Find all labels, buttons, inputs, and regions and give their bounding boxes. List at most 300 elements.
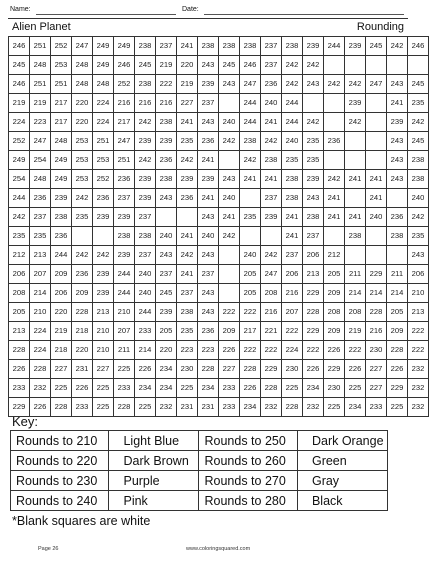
grid-cell[interactable]: 240 — [219, 189, 240, 208]
grid-cell[interactable]: 219 — [9, 94, 30, 113]
grid-cell[interactable]: 213 — [408, 303, 429, 322]
grid-cell[interactable]: 211 — [387, 265, 408, 284]
grid-cell[interactable]: 225 — [387, 398, 408, 417]
grid-cell[interactable]: 228 — [114, 398, 135, 417]
grid-cell[interactable]: 236 — [72, 265, 93, 284]
grid-cell[interactable]: 220 — [51, 303, 72, 322]
grid-cell[interactable]: 235 — [9, 227, 30, 246]
grid-cell[interactable]: 243 — [156, 246, 177, 265]
grid-cell[interactable]: 233 — [72, 398, 93, 417]
grid-cell[interactable]: 227 — [93, 360, 114, 379]
grid-cell[interactable]: 238 — [282, 189, 303, 208]
grid-cell[interactable]: 238 — [135, 227, 156, 246]
grid-cell[interactable] — [366, 94, 387, 113]
grid-cell[interactable]: 241 — [345, 170, 366, 189]
grid-cell[interactable]: 217 — [51, 94, 72, 113]
grid-cell[interactable]: 239 — [156, 303, 177, 322]
grid-cell[interactable]: 213 — [303, 265, 324, 284]
grid-cell[interactable]: 228 — [387, 341, 408, 360]
grid-cell[interactable]: 206 — [51, 284, 72, 303]
grid-cell[interactable]: 214 — [387, 284, 408, 303]
grid-cell[interactable] — [324, 151, 345, 170]
grid-cell[interactable]: 246 — [408, 37, 429, 56]
grid-cell[interactable]: 225 — [177, 379, 198, 398]
grid-cell[interactable]: 210 — [408, 284, 429, 303]
grid-cell[interactable]: 218 — [72, 322, 93, 341]
grid-cell[interactable]: 227 — [51, 360, 72, 379]
grid-cell[interactable]: 206 — [282, 265, 303, 284]
grid-cell[interactable]: 237 — [156, 37, 177, 56]
grid-cell[interactable]: 229 — [303, 322, 324, 341]
grid-cell[interactable]: 237 — [282, 246, 303, 265]
grid-cell[interactable]: 233 — [9, 379, 30, 398]
grid-cell[interactable]: 226 — [324, 341, 345, 360]
grid-cell[interactable]: 237 — [30, 208, 51, 227]
grid-cell[interactable]: 242 — [93, 246, 114, 265]
grid-cell[interactable]: 246 — [9, 75, 30, 94]
grid-cell[interactable]: 242 — [219, 132, 240, 151]
grid-cell[interactable] — [387, 189, 408, 208]
grid-cell[interactable]: 239 — [198, 170, 219, 189]
grid-cell[interactable]: 225 — [93, 398, 114, 417]
grid-cell[interactable]: 216 — [366, 322, 387, 341]
grid-cell[interactable]: 245 — [408, 132, 429, 151]
grid-cell[interactable]: 247 — [240, 75, 261, 94]
grid-cell[interactable]: 231 — [198, 398, 219, 417]
grid-cell[interactable]: 229 — [9, 398, 30, 417]
grid-cell[interactable]: 226 — [9, 360, 30, 379]
grid-cell[interactable]: 235 — [303, 151, 324, 170]
grid-cell[interactable]: 248 — [72, 75, 93, 94]
grid-cell[interactable]: 245 — [156, 284, 177, 303]
grid-cell[interactable] — [345, 151, 366, 170]
grid-cell[interactable]: 242 — [261, 246, 282, 265]
grid-cell[interactable]: 253 — [72, 170, 93, 189]
grid-cell[interactable]: 237 — [303, 227, 324, 246]
grid-cell[interactable] — [324, 227, 345, 246]
grid-cell[interactable]: 238 — [135, 75, 156, 94]
grid-cell[interactable]: 237 — [261, 56, 282, 75]
grid-cell[interactable]: 224 — [9, 113, 30, 132]
grid-cell[interactable]: 208 — [324, 303, 345, 322]
grid-cell[interactable]: 243 — [156, 189, 177, 208]
grid-cell[interactable]: 205 — [9, 303, 30, 322]
grid-cell[interactable]: 248 — [30, 170, 51, 189]
grid-cell[interactable]: 211 — [345, 265, 366, 284]
grid-cell[interactable]: 222 — [261, 341, 282, 360]
grid-cell[interactable] — [219, 265, 240, 284]
grid-cell[interactable]: 205 — [156, 322, 177, 341]
grid-cell[interactable]: 209 — [387, 322, 408, 341]
grid-cell[interactable]: 236 — [93, 189, 114, 208]
grid-cell[interactable]: 241 — [366, 189, 387, 208]
grid-cell[interactable]: 220 — [156, 341, 177, 360]
grid-cell[interactable] — [156, 208, 177, 227]
grid-cell[interactable]: 233 — [135, 322, 156, 341]
grid-cell[interactable]: 244 — [282, 94, 303, 113]
grid-cell[interactable]: 217 — [51, 113, 72, 132]
grid-cell[interactable]: 238 — [114, 227, 135, 246]
grid-cell[interactable]: 251 — [114, 151, 135, 170]
grid-cell[interactable]: 249 — [114, 37, 135, 56]
grid-cell[interactable]: 241 — [324, 208, 345, 227]
grid-cell[interactable]: 209 — [72, 284, 93, 303]
grid-cell[interactable]: 243 — [219, 75, 240, 94]
grid-cell[interactable]: 214 — [345, 284, 366, 303]
grid-cell[interactable]: 242 — [303, 56, 324, 75]
grid-cell[interactable]: 238 — [408, 170, 429, 189]
grid-cell[interactable]: 243 — [198, 303, 219, 322]
grid-cell[interactable]: 236 — [114, 170, 135, 189]
grid-cell[interactable]: 224 — [93, 94, 114, 113]
grid-cell[interactable]: 245 — [135, 56, 156, 75]
grid-cell[interactable]: 224 — [93, 113, 114, 132]
grid-cell[interactable] — [366, 113, 387, 132]
grid-cell[interactable]: 222 — [282, 322, 303, 341]
grid-cell[interactable] — [366, 132, 387, 151]
grid-cell[interactable]: 239 — [261, 208, 282, 227]
grid-cell[interactable]: 252 — [9, 132, 30, 151]
grid-cell[interactable]: 241 — [261, 170, 282, 189]
grid-cell[interactable]: 227 — [219, 360, 240, 379]
grid-cell[interactable]: 226 — [345, 360, 366, 379]
grid-cell[interactable]: 220 — [72, 94, 93, 113]
grid-cell[interactable]: 225 — [114, 360, 135, 379]
grid-cell[interactable]: 239 — [135, 189, 156, 208]
grid-cell[interactable]: 245 — [9, 56, 30, 75]
grid-cell[interactable]: 235 — [177, 322, 198, 341]
grid-cell[interactable]: 242 — [177, 151, 198, 170]
grid-cell[interactable]: 226 — [135, 360, 156, 379]
grid-cell[interactable]: 233 — [366, 398, 387, 417]
grid-cell[interactable]: 208 — [261, 284, 282, 303]
grid-cell[interactable]: 227 — [366, 379, 387, 398]
grid-cell[interactable]: 225 — [345, 379, 366, 398]
grid-cell[interactable]: 244 — [240, 113, 261, 132]
grid-cell[interactable]: 241 — [198, 151, 219, 170]
grid-cell[interactable]: 234 — [345, 398, 366, 417]
grid-cell[interactable]: 225 — [324, 398, 345, 417]
grid-cell[interactable]: 236 — [198, 132, 219, 151]
grid-cell[interactable]: 209 — [324, 322, 345, 341]
grid-cell[interactable]: 226 — [303, 360, 324, 379]
grid-cell[interactable]: 228 — [366, 303, 387, 322]
grid-cell[interactable]: 236 — [177, 189, 198, 208]
grid-cell[interactable]: 226 — [72, 379, 93, 398]
grid-cell[interactable]: 227 — [366, 360, 387, 379]
grid-cell[interactable]: 225 — [135, 398, 156, 417]
grid-cell[interactable]: 237 — [198, 94, 219, 113]
grid-cell[interactable]: 243 — [198, 208, 219, 227]
grid-cell[interactable]: 217 — [114, 113, 135, 132]
grid-cell[interactable]: 248 — [93, 75, 114, 94]
grid-cell[interactable]: 242 — [9, 208, 30, 227]
grid-cell[interactable]: 222 — [408, 341, 429, 360]
grid-cell[interactable]: 236 — [51, 227, 72, 246]
grid-cell[interactable]: 242 — [324, 75, 345, 94]
grid-cell[interactable]: 241 — [177, 227, 198, 246]
grid-cell[interactable]: 241 — [261, 113, 282, 132]
grid-cell[interactable]: 251 — [93, 132, 114, 151]
grid-cell[interactable]: 214 — [30, 284, 51, 303]
grid-cell[interactable]: 242 — [345, 75, 366, 94]
grid-cell[interactable]: 205 — [240, 265, 261, 284]
grid-cell[interactable]: 220 — [177, 56, 198, 75]
grid-cell[interactable]: 241 — [177, 37, 198, 56]
grid-cell[interactable]: 208 — [9, 284, 30, 303]
grid-cell[interactable]: 238 — [51, 208, 72, 227]
grid-cell[interactable]: 243 — [198, 246, 219, 265]
grid-cell[interactable]: 239 — [387, 113, 408, 132]
grid-cell[interactable]: 249 — [93, 56, 114, 75]
grid-cell[interactable]: 245 — [408, 75, 429, 94]
grid-cell[interactable]: 242 — [408, 113, 429, 132]
grid-cell[interactable]: 229 — [324, 360, 345, 379]
grid-cell[interactable]: 232 — [408, 360, 429, 379]
grid-cell[interactable]: 237 — [114, 189, 135, 208]
grid-cell[interactable]: 238 — [387, 227, 408, 246]
grid-cell[interactable]: 229 — [261, 360, 282, 379]
grid-cell[interactable]: 232 — [30, 379, 51, 398]
grid-cell[interactable]: 239 — [303, 170, 324, 189]
grid-cell[interactable]: 225 — [51, 379, 72, 398]
grid-cell[interactable]: 209 — [51, 265, 72, 284]
grid-cell[interactable]: 222 — [408, 322, 429, 341]
grid-cell[interactable]: 219 — [345, 322, 366, 341]
grid-cell[interactable]: 229 — [303, 284, 324, 303]
grid-cell[interactable]: 214 — [366, 284, 387, 303]
grid-cell[interactable]: 242 — [303, 113, 324, 132]
grid-cell[interactable]: 228 — [240, 360, 261, 379]
grid-cell[interactable]: 246 — [9, 37, 30, 56]
grid-cell[interactable]: 225 — [93, 379, 114, 398]
grid-cell[interactable]: 233 — [114, 379, 135, 398]
grid-cell[interactable]: 210 — [114, 303, 135, 322]
grid-cell[interactable]: 224 — [30, 322, 51, 341]
grid-cell[interactable]: 247 — [72, 37, 93, 56]
grid-cell[interactable]: 248 — [30, 56, 51, 75]
grid-cell[interactable]: 238 — [156, 113, 177, 132]
grid-cell[interactable]: 216 — [156, 94, 177, 113]
grid-cell[interactable]: 239 — [93, 265, 114, 284]
grid-cell[interactable]: 228 — [72, 303, 93, 322]
grid-cell[interactable]: 240 — [135, 265, 156, 284]
grid-cell[interactable]: 249 — [9, 151, 30, 170]
grid-cell[interactable]: 213 — [30, 246, 51, 265]
grid-cell[interactable]: 232 — [408, 379, 429, 398]
grid-cell[interactable] — [345, 56, 366, 75]
grid-cell[interactable]: 238 — [156, 170, 177, 189]
grid-cell[interactable]: 213 — [93, 303, 114, 322]
grid-cell[interactable]: 234 — [135, 379, 156, 398]
grid-cell[interactable] — [324, 56, 345, 75]
grid-cell[interactable]: 238 — [177, 303, 198, 322]
grid-cell[interactable]: 240 — [408, 189, 429, 208]
grid-cell[interactable] — [366, 56, 387, 75]
grid-cell[interactable]: 231 — [72, 360, 93, 379]
grid-cell[interactable]: 220 — [72, 341, 93, 360]
grid-cell[interactable]: 251 — [30, 75, 51, 94]
grid-cell[interactable]: 238 — [261, 151, 282, 170]
grid-cell[interactable]: 247 — [114, 132, 135, 151]
grid-cell[interactable]: 226 — [387, 360, 408, 379]
grid-cell[interactable]: 228 — [303, 303, 324, 322]
grid-cell[interactable]: 254 — [9, 170, 30, 189]
grid-cell[interactable]: 241 — [219, 208, 240, 227]
grid-cell[interactable]: 236 — [261, 75, 282, 94]
grid-cell[interactable] — [345, 189, 366, 208]
grid-cell[interactable]: 226 — [240, 379, 261, 398]
grid-cell[interactable]: 211 — [114, 341, 135, 360]
grid-cell[interactable]: 247 — [261, 265, 282, 284]
grid-cell[interactable] — [324, 94, 345, 113]
grid-cell[interactable]: 243 — [387, 170, 408, 189]
grid-cell[interactable]: 244 — [240, 94, 261, 113]
grid-cell[interactable] — [366, 227, 387, 246]
grid-cell[interactable]: 239 — [114, 208, 135, 227]
grid-cell[interactable]: 228 — [30, 360, 51, 379]
grid-cell[interactable]: 230 — [366, 341, 387, 360]
grid-cell[interactable]: 219 — [51, 322, 72, 341]
grid-cell[interactable]: 245 — [219, 56, 240, 75]
grid-cell[interactable]: 234 — [156, 379, 177, 398]
grid-cell[interactable]: 229 — [387, 379, 408, 398]
grid-cell[interactable]: 216 — [282, 284, 303, 303]
grid-cell[interactable]: 206 — [9, 265, 30, 284]
grid-cell[interactable] — [219, 284, 240, 303]
grid-cell[interactable]: 228 — [282, 398, 303, 417]
grid-cell[interactable]: 244 — [9, 189, 30, 208]
grid-cell[interactable]: 239 — [135, 170, 156, 189]
grid-cell[interactable]: 228 — [9, 341, 30, 360]
grid-cell[interactable]: 230 — [177, 360, 198, 379]
grid-cell[interactable] — [345, 132, 366, 151]
grid-cell[interactable]: 206 — [408, 265, 429, 284]
grid-cell[interactable]: 248 — [72, 56, 93, 75]
grid-cell[interactable]: 251 — [51, 75, 72, 94]
grid-cell[interactable]: 242 — [345, 113, 366, 132]
grid-cell[interactable]: 239 — [156, 132, 177, 151]
grid-cell[interactable]: 206 — [303, 246, 324, 265]
grid-cell[interactable]: 222 — [303, 341, 324, 360]
grid-cell[interactable]: 233 — [219, 379, 240, 398]
grid-cell[interactable]: 239 — [51, 189, 72, 208]
grid-cell[interactable]: 236 — [324, 132, 345, 151]
grid-cell[interactable]: 225 — [282, 379, 303, 398]
grid-cell[interactable]: 236 — [387, 208, 408, 227]
grid-cell[interactable]: 254 — [30, 151, 51, 170]
grid-cell[interactable]: 223 — [177, 341, 198, 360]
grid-cell[interactable] — [93, 227, 114, 246]
grid-cell[interactable]: 237 — [261, 37, 282, 56]
grid-cell[interactable]: 242 — [240, 151, 261, 170]
grid-cell[interactable]: 237 — [135, 208, 156, 227]
grid-cell[interactable]: 205 — [324, 265, 345, 284]
grid-cell[interactable]: 243 — [408, 246, 429, 265]
grid-cell[interactable]: 239 — [198, 75, 219, 94]
grid-cell[interactable]: 244 — [324, 37, 345, 56]
grid-cell[interactable]: 240 — [366, 208, 387, 227]
grid-cell[interactable]: 243 — [303, 75, 324, 94]
grid-cell[interactable]: 239 — [135, 132, 156, 151]
grid-cell[interactable]: 230 — [282, 360, 303, 379]
grid-cell[interactable]: 216 — [135, 94, 156, 113]
grid-cell[interactable]: 247 — [366, 75, 387, 94]
grid-cell[interactable]: 237 — [135, 246, 156, 265]
grid-cell[interactable]: 207 — [30, 265, 51, 284]
grid-cell[interactable] — [219, 94, 240, 113]
grid-cell[interactable]: 232 — [303, 398, 324, 417]
grid-cell[interactable]: 222 — [345, 341, 366, 360]
grid-cell[interactable]: 234 — [303, 379, 324, 398]
grid-cell[interactable]: 205 — [387, 303, 408, 322]
grid-cell[interactable]: 205 — [240, 284, 261, 303]
grid-cell[interactable]: 241 — [240, 170, 261, 189]
grid-cell[interactable]: 223 — [30, 113, 51, 132]
grid-cell[interactable]: 238 — [408, 151, 429, 170]
grid-cell[interactable]: 242 — [282, 56, 303, 75]
grid-cell[interactable]: 208 — [345, 303, 366, 322]
grid-cell[interactable]: 230 — [324, 379, 345, 398]
grid-cell[interactable]: 217 — [240, 322, 261, 341]
grid-cell[interactable]: 246 — [240, 56, 261, 75]
grid-cell[interactable]: 240 — [156, 227, 177, 246]
grid-cell[interactable]: 238 — [198, 37, 219, 56]
grid-cell[interactable]: 235 — [177, 132, 198, 151]
grid-cell[interactable]: 210 — [93, 322, 114, 341]
grid-cell[interactable]: 240 — [261, 94, 282, 113]
grid-cell[interactable]: 216 — [261, 303, 282, 322]
grid-cell[interactable]: 207 — [282, 303, 303, 322]
grid-cell[interactable]: 241 — [198, 189, 219, 208]
grid-cell[interactable]: 227 — [177, 94, 198, 113]
grid-cell[interactable]: 239 — [114, 246, 135, 265]
grid-cell[interactable]: 219 — [156, 56, 177, 75]
grid-cell[interactable]: 239 — [345, 37, 366, 56]
grid-cell[interactable]: 239 — [345, 94, 366, 113]
grid-cell[interactable] — [261, 227, 282, 246]
grid-cell[interactable]: 224 — [282, 341, 303, 360]
grid-cell[interactable]: 235 — [30, 227, 51, 246]
grid-cell[interactable]: 249 — [93, 37, 114, 56]
grid-cell[interactable]: 253 — [51, 56, 72, 75]
grid-cell[interactable]: 253 — [72, 151, 93, 170]
grid-cell[interactable]: 214 — [135, 341, 156, 360]
grid-cell[interactable]: 235 — [303, 132, 324, 151]
grid-cell[interactable]: 209 — [324, 284, 345, 303]
grid-cell[interactable]: 244 — [135, 303, 156, 322]
grid-cell[interactable] — [387, 56, 408, 75]
grid-cell[interactable]: 238 — [345, 227, 366, 246]
grid-cell[interactable]: 240 — [282, 132, 303, 151]
grid-cell[interactable]: 238 — [282, 170, 303, 189]
grid-cell[interactable]: 239 — [303, 37, 324, 56]
grid-cell[interactable]: 237 — [177, 284, 198, 303]
grid-cell[interactable] — [387, 246, 408, 265]
grid-cell[interactable]: 252 — [114, 75, 135, 94]
grid-cell[interactable]: 244 — [282, 113, 303, 132]
grid-cell[interactable]: 231 — [177, 398, 198, 417]
grid-cell[interactable]: 222 — [156, 75, 177, 94]
grid-cell[interactable]: 228 — [261, 379, 282, 398]
grid-cell[interactable] — [219, 151, 240, 170]
grid-cell[interactable]: 240 — [135, 284, 156, 303]
grid-cell[interactable]: 232 — [408, 398, 429, 417]
grid-cell[interactable]: 236 — [30, 189, 51, 208]
grid-cell[interactable]: 239 — [93, 284, 114, 303]
grid-cell[interactable]: 237 — [156, 265, 177, 284]
grid-cell[interactable]: 238 — [282, 37, 303, 56]
